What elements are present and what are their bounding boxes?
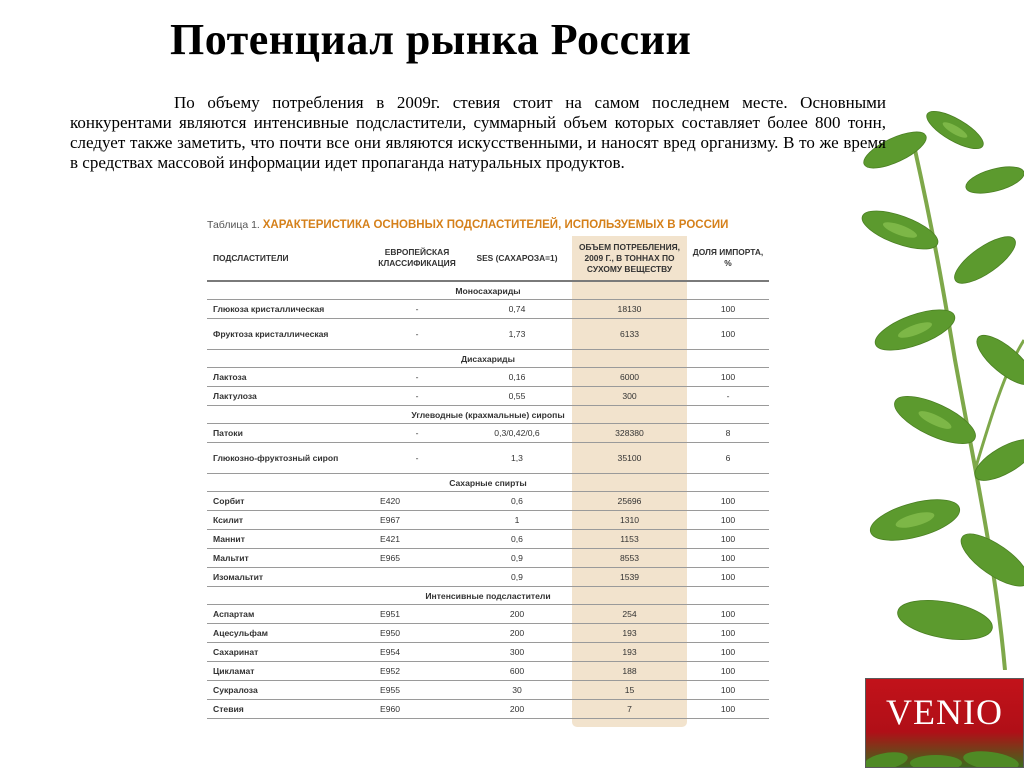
cell-ses: 300 — [462, 643, 572, 662]
cell-name: Сорбит — [207, 492, 372, 511]
cell-name: Глюкозно-фруктозный сироп — [207, 443, 372, 474]
cell-import: 100 — [687, 681, 769, 700]
section-row — [207, 281, 769, 300]
cell-name: Фруктоза кристаллическая — [207, 319, 372, 350]
cell-code: - — [372, 443, 462, 474]
table-row — [207, 511, 769, 530]
cell-import: 100 — [687, 662, 769, 681]
cell-name: Сукралоза — [207, 681, 372, 700]
cell-code: - — [372, 387, 462, 406]
cell-ses: 1,73 — [462, 319, 572, 350]
cell-name: Ацесульфам — [207, 624, 372, 643]
section-label: Моносахариды — [207, 281, 769, 300]
table-row — [207, 492, 769, 511]
venio-logo — [865, 678, 1024, 768]
header-volume: ОБЪЕМ ПОТРЕБЛЕНИЯ, 2009 Г., В ТОННАХ ПО СУХОМУ ВЕЩЕСТВУ — [572, 236, 687, 281]
cell-import: 8 — [687, 424, 769, 443]
sweeteners-table — [207, 236, 769, 719]
cell-code: - — [372, 319, 462, 350]
logo-text: VENIO — [886, 692, 1003, 732]
cell-volume: 1539 — [572, 568, 687, 587]
cell-import: 100 — [687, 300, 769, 319]
section-row — [207, 406, 769, 424]
section-row — [207, 474, 769, 492]
table-row — [207, 624, 769, 643]
cell-code: - — [372, 300, 462, 319]
cell-volume: 300 — [572, 387, 687, 406]
cell-name: Глюкоза кристаллическая — [207, 300, 372, 319]
table-row — [207, 681, 769, 700]
header-sweetener: ПОДСЛАСТИТЕЛИ — [207, 236, 372, 281]
cell-name: Мальтит — [207, 549, 372, 568]
cell-code: E960 — [372, 700, 462, 719]
cell-name: Цикламат — [207, 662, 372, 681]
cell-name: Стевия — [207, 700, 372, 719]
table-row — [207, 368, 769, 387]
cell-volume: 1153 — [572, 530, 687, 549]
table-row — [207, 424, 769, 443]
cell-import: 100 — [687, 568, 769, 587]
cell-volume: 6000 — [572, 368, 687, 387]
cell-code: - — [372, 368, 462, 387]
cell-name: Ксилит — [207, 511, 372, 530]
cell-code: E965 — [372, 549, 462, 568]
cell-import: 100 — [687, 492, 769, 511]
slide-title: Потенциал рынка России — [170, 15, 692, 64]
section-label: Сахарные спирты — [207, 474, 769, 492]
cell-volume: 15 — [572, 681, 687, 700]
table-header-row — [207, 236, 769, 281]
cell-name: Лактоза — [207, 368, 372, 387]
cell-volume: 35100 — [572, 443, 687, 474]
cell-code: E955 — [372, 681, 462, 700]
section-row — [207, 587, 769, 605]
cell-volume: 193 — [572, 643, 687, 662]
cell-volume: 193 — [572, 624, 687, 643]
cell-ses: 600 — [462, 662, 572, 681]
stevia-plant-image — [855, 90, 1024, 670]
cell-ses: 1 — [462, 511, 572, 530]
cell-import: - — [687, 387, 769, 406]
cell-name: Лактулоза — [207, 387, 372, 406]
table-row — [207, 662, 769, 681]
cell-code: - — [372, 424, 462, 443]
table-row — [207, 319, 769, 350]
table-row — [207, 643, 769, 662]
logo-leaves-decoration — [866, 737, 1024, 767]
cell-import: 100 — [687, 319, 769, 350]
cell-code: E967 — [372, 511, 462, 530]
cell-code: E951 — [372, 605, 462, 624]
intro-paragraph: По объему потребления в 2009г. стевия стоит на самом последнем месте. Основными конкурентами являются интенсивные подсластители, суммарный объем которых составляет более 800 тонн, следует также заметить, что почти все они являются искусственными, и наносят вред организму. В то же время в средствах массовой информации идет пропаганда натуральных продуктов. — [70, 93, 886, 172]
cell-import: 100 — [687, 605, 769, 624]
cell-ses: 0,74 — [462, 300, 572, 319]
cell-ses: 0,3/0,42/0,6 — [462, 424, 572, 443]
cell-code: E420 — [372, 492, 462, 511]
table-row — [207, 605, 769, 624]
table-row — [207, 568, 769, 587]
section-label: Дисахариды — [207, 350, 769, 368]
cell-volume: 8553 — [572, 549, 687, 568]
cell-import: 100 — [687, 700, 769, 719]
cell-volume: 254 — [572, 605, 687, 624]
cell-import: 100 — [687, 624, 769, 643]
cell-ses: 200 — [462, 624, 572, 643]
table-row — [207, 530, 769, 549]
cell-import: 100 — [687, 549, 769, 568]
cell-name: Аспартам — [207, 605, 372, 624]
cell-code: E421 — [372, 530, 462, 549]
cell-volume: 6133 — [572, 319, 687, 350]
table-caption-title: ХАРАКТЕРИСТИКА ОСНОВНЫХ ПОДСЛАСТИТЕЛЕЙ, ИСПОЛЬЗУЕМЫХ В РОССИИ — [262, 219, 729, 231]
cell-volume: 328380 — [572, 424, 687, 443]
table-row — [207, 387, 769, 406]
header-import: ДОЛЯ ИМПОРТА, % — [687, 236, 769, 281]
cell-code: E954 — [372, 643, 462, 662]
cell-name: Маннит — [207, 530, 372, 549]
sweeteners-table-container — [207, 236, 769, 719]
cell-ses: 200 — [462, 605, 572, 624]
cell-ses: 0,9 — [462, 568, 572, 587]
cell-ses: 0,6 — [462, 492, 572, 511]
cell-ses: 1,3 — [462, 443, 572, 474]
cell-import: 100 — [687, 530, 769, 549]
section-row — [207, 350, 769, 368]
table-row — [207, 700, 769, 719]
cell-volume: 18130 — [572, 300, 687, 319]
table-caption — [207, 219, 728, 231]
cell-code: E950 — [372, 624, 462, 643]
cell-code: E952 — [372, 662, 462, 681]
table-row — [207, 443, 769, 474]
cell-ses: 0,16 — [462, 368, 572, 387]
cell-ses: 200 — [462, 700, 572, 719]
section-label: Углеводные (крахмальные) сиропы — [207, 406, 769, 424]
cell-import: 100 — [687, 368, 769, 387]
cell-import: 100 — [687, 643, 769, 662]
table-caption-prefix: Таблица 1. — [207, 219, 260, 231]
cell-ses: 30 — [462, 681, 572, 700]
cell-code — [372, 568, 462, 587]
header-eu-class: ЕВРОПЕЙСКАЯ КЛАССИФИКАЦИЯ — [372, 236, 462, 281]
cell-import: 6 — [687, 443, 769, 474]
header-ses: SES (САХАРОЗА=1) — [462, 236, 572, 281]
cell-ses: 0,55 — [462, 387, 572, 406]
cell-name: Изомальтит — [207, 568, 372, 587]
cell-volume: 7 — [572, 700, 687, 719]
cell-name: Сахаринат — [207, 643, 372, 662]
cell-ses: 0,6 — [462, 530, 572, 549]
cell-volume: 25696 — [572, 492, 687, 511]
cell-volume: 1310 — [572, 511, 687, 530]
section-label: Интенсивные подсластители — [207, 587, 769, 605]
table-row — [207, 300, 769, 319]
cell-ses: 0,9 — [462, 549, 572, 568]
table-row — [207, 549, 769, 568]
cell-volume: 188 — [572, 662, 687, 681]
cell-import: 100 — [687, 511, 769, 530]
cell-name: Патоки — [207, 424, 372, 443]
